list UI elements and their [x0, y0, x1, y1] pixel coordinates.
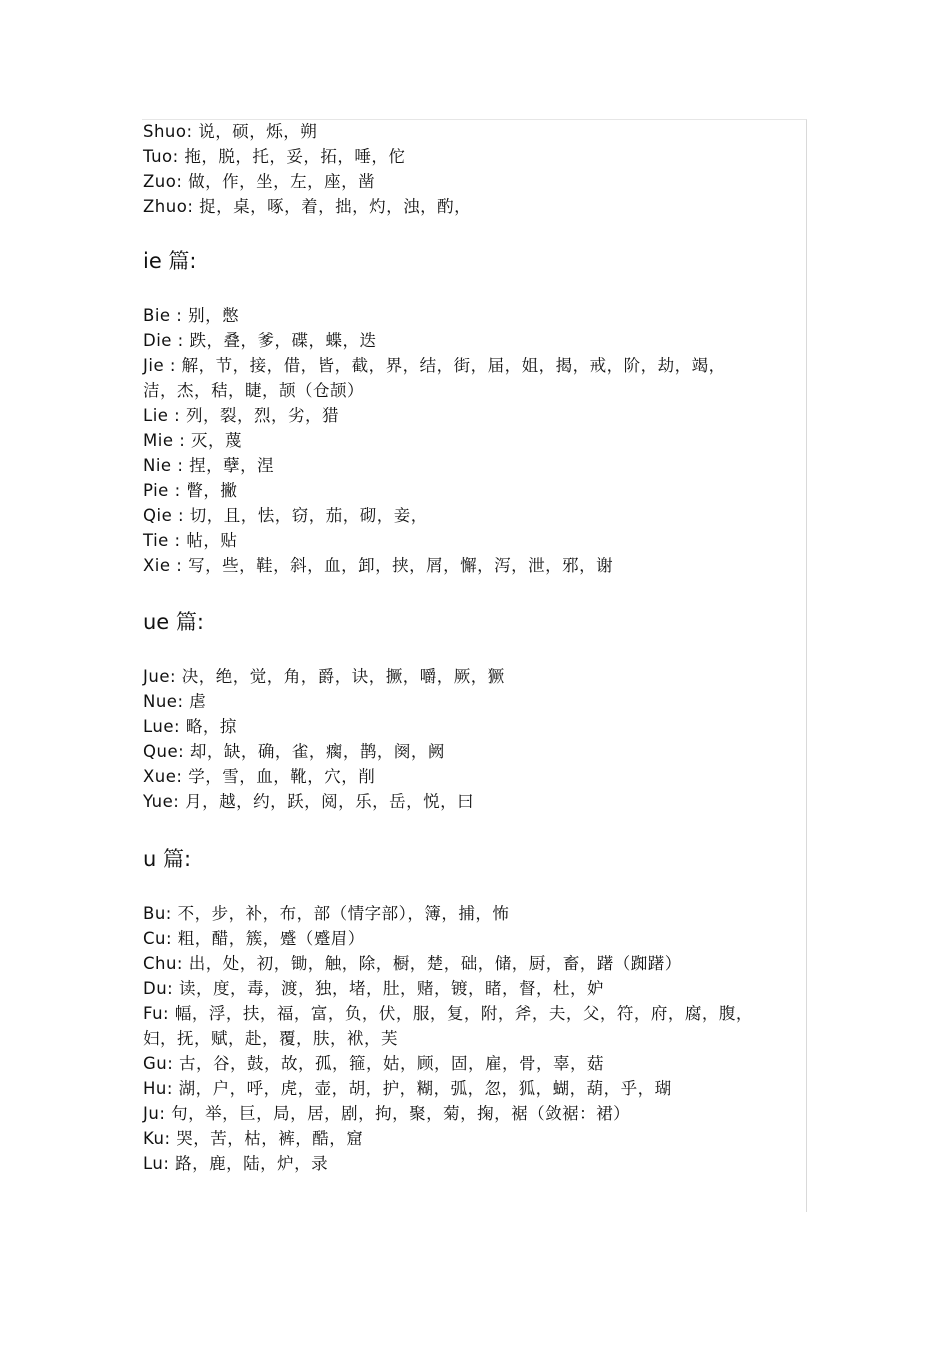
- entry-line: Qie : 切，且，怯，窃，茄，砌，妾，: [143, 506, 428, 525]
- entry-line: Mie : 灭，蔑: [143, 431, 243, 450]
- entry-line-continued: 妇，抚，赋，赴，覆，肤，袱，芙: [143, 1029, 398, 1048]
- entry-line: Die : 跌，叠，爹，碟，蝶，迭: [143, 331, 377, 350]
- entry-line: Nue: 虐: [143, 692, 207, 711]
- entry-line: Fu: 幅，浮，扶，福，富，负，伏，服，复，附，斧，夫，父，符，府，腐，腹，: [143, 1004, 753, 1023]
- entry-line-continued: 洁，杰，秸，睫，颉（仓颉）: [143, 381, 364, 400]
- u-section: [143, 901, 783, 1176]
- entry-line: Lie : 列，裂，烈，劣，猎: [143, 406, 339, 425]
- section-heading-ie: ie 篇:: [143, 249, 197, 273]
- entry-line: Yue: 月，越，约，跃，阅，乐，岳，悦，曰: [143, 792, 475, 811]
- section-heading-u: u 篇:: [143, 847, 192, 871]
- entry-line: Gu: 古，谷，鼓，故，孤，箍，姑，顾，固，雇，骨，辜，菇: [143, 1054, 605, 1073]
- entry-line: Ku: 哭，苦，枯，裤，酷，窟: [143, 1129, 364, 1148]
- section-heading-ue: ue 篇:: [143, 610, 204, 634]
- entry-line: Nie : 捏，孽，涅: [143, 456, 275, 475]
- entry-line: Lu: 路，鹿，陆，炉，录: [143, 1154, 329, 1173]
- ie-section: [143, 303, 783, 578]
- document-body: [143, 119, 783, 1176]
- entry-line: Bie : 别，憋: [143, 306, 240, 325]
- entry-line: Cu: 粗，醋，簇，蹙（蹙眉）: [143, 929, 365, 948]
- entry-line: Jue: 决，绝，觉，角，爵，诀，撅，嚼，厥，獗: [143, 667, 505, 686]
- entry-line: Xie : 写，些，鞋，斜，血，卸，挟，屑，懈，泻，泄，邪，谢: [143, 556, 614, 575]
- entry-line: Pie : 瞥，撇: [143, 481, 238, 500]
- entry-line: Zuo: 做，作，坐，左，座，凿: [143, 172, 376, 191]
- entry-line: Hu: 湖，户，呼，虎，壶，胡，护，糊，弧，忽，狐，蝴，葫，乎，瑚: [143, 1079, 672, 1098]
- ue-section: [143, 664, 783, 814]
- entry-line: Zhuo: 捉，桌，啄，着，拙，灼，浊，酌，: [143, 197, 472, 216]
- entry-line: Bu: 不，步，补，布，部（情字部），簿，捕，怖: [143, 904, 510, 923]
- uo-section: [143, 119, 783, 219]
- entry-line: Xue: 学，雪，血，靴，穴，削: [143, 767, 376, 786]
- entry-line: Du: 读，度，毒，渡，独，堵，肚，赌，镀，睹，督，杜，妒: [143, 979, 604, 998]
- entry-line: Tuo: 拖，脱，托，妥，拓，唾，佗: [143, 147, 406, 166]
- entry-line: Tie : 帖，贴: [143, 531, 238, 550]
- entry-line: Que: 却，缺，确，雀，瘸，鹊，阕，阙: [143, 742, 445, 761]
- entry-line: Shuo: 说，硕，烁，朔: [143, 122, 318, 141]
- entry-line: Chu: 出，处，初，锄，触，除，橱，楚，础，储，厨，畜，躇（踟躇）: [143, 954, 682, 973]
- entry-line: Lue: 略，掠: [143, 717, 237, 736]
- entry-line: Ju: 句，举，巨，局，居，剧，拘，聚，菊，掬，裾（敛裾：裙）: [143, 1104, 631, 1123]
- entry-line: Jie : 解，节，接，借，皆，截，界，结，街，届，姐，揭，戒，阶，劫，竭，: [143, 356, 726, 375]
